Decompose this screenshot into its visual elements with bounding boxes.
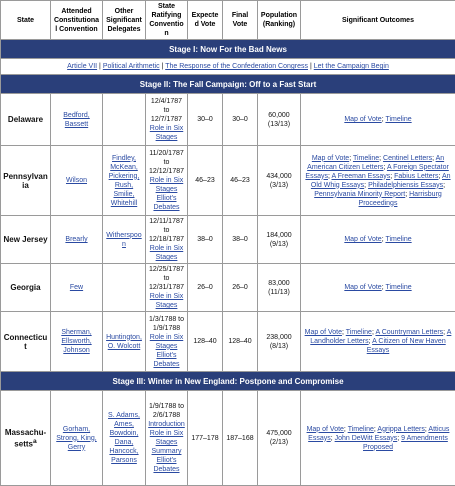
role-link[interactable]: Role in Six Stages — [148, 176, 185, 194]
final-vote: 128–40 — [223, 312, 258, 372]
population: 184,000 (9/13) — [258, 216, 301, 264]
final-vote: 26–0 — [223, 264, 258, 312]
other-delegates-link[interactable]: Findley, McKean, Pickering, Rush, Smilie, Whitehill — [109, 155, 140, 207]
attended-cell — [51, 312, 103, 372]
other-delegates-cell — [103, 216, 146, 264]
header-expected-vote: Expected Vote — [188, 1, 223, 40]
table-row — [1, 312, 455, 372]
convention-dates: 12/11/1787 to 12/18/1787 — [148, 217, 185, 244]
population: 83,000 (11/13) — [258, 264, 301, 312]
outcomes-cell — [301, 146, 455, 216]
stage-1-links-row — [1, 59, 455, 75]
stage-3-row — [1, 372, 455, 391]
ratifying-cell — [146, 391, 188, 486]
link-political-arithmetic[interactable]: Political Arithmetic — [103, 63, 160, 70]
outcome-link[interactable]: Timeline — [385, 284, 411, 291]
outcome-link[interactable]: Map of Vote — [344, 236, 381, 243]
outcome-link[interactable]: Harrisburg Proceedings — [359, 191, 442, 207]
ratifying-cell — [146, 264, 188, 312]
table-row — [1, 216, 455, 264]
separator: ; — [382, 284, 386, 291]
debates-link[interactable]: Elliot's Debates — [148, 456, 185, 474]
outcomes-cell — [301, 391, 455, 486]
separator: ; — [342, 329, 346, 336]
ratifying-cell — [146, 312, 188, 372]
separator: ; — [443, 329, 447, 336]
link-confederation-congress[interactable]: The Response of the Confederation Congress — [165, 63, 308, 70]
other-delegates-link[interactable]: Witherspoon — [106, 232, 141, 248]
link-campaign-begin[interactable]: Let the Campaign Begin — [314, 63, 389, 70]
outcome-link[interactable]: Map of Vote — [344, 284, 381, 291]
stage-1-title: Stage I: Now For the Bad News — [1, 40, 455, 59]
state-name: Delaware — [1, 94, 51, 146]
separator: ; — [374, 426, 378, 433]
attended-cell — [51, 391, 103, 486]
outcome-link[interactable]: An American Citizen Letters — [307, 155, 444, 171]
outcome-link[interactable]: An Old Whig Essays — [311, 173, 451, 189]
footnote-marker: a — [33, 438, 37, 445]
population: 238,000 (8/13) — [258, 312, 301, 372]
outcome-link[interactable]: Agrippa Letters — [377, 426, 424, 433]
attended-link[interactable]: Few — [70, 284, 83, 291]
separator: ; — [344, 426, 348, 433]
state-name: Pennsylvania — [1, 146, 51, 216]
ratifying-cell — [146, 216, 188, 264]
table-row — [1, 94, 455, 146]
population: 475,000 (2/13) — [258, 391, 301, 486]
separator: | — [310, 63, 314, 70]
attended-link[interactable]: Sherman, Ellsworth, Johnson — [61, 329, 91, 354]
link-article-vii[interactable]: Article VII — [67, 63, 97, 70]
role-link[interactable]: Role in Six Stages — [148, 292, 185, 310]
header-other-delegates: Other Significant Delegates — [103, 1, 146, 40]
outcome-link[interactable]: Centinel Letters — [383, 155, 432, 162]
separator: ; — [390, 173, 394, 180]
outcome-link[interactable]: A Citizen of New Haven Essays — [367, 338, 446, 354]
header-attended: Attended Constitutional Convention — [51, 1, 103, 40]
separator: ; — [382, 236, 386, 243]
separator: | — [162, 63, 166, 70]
outcomes-cell — [301, 264, 455, 312]
attended-cell — [51, 216, 103, 264]
outcome-link[interactable]: Map of Vote — [305, 329, 342, 336]
separator: ; — [443, 182, 445, 189]
stage-2-row — [1, 75, 455, 94]
debates-link[interactable]: Elliot's Debates — [148, 351, 185, 369]
stage-1-row — [1, 40, 455, 59]
other-delegates-cell — [103, 391, 146, 486]
outcome-link[interactable]: A Foreign Spectator Essays — [305, 164, 448, 180]
outcome-link[interactable]: Timeline — [385, 116, 411, 123]
separator: ; — [369, 338, 373, 345]
outcome-link[interactable]: Atticus Essays — [308, 426, 449, 442]
state-name-text: Massachu-setts — [5, 428, 46, 449]
table-row — [1, 264, 455, 312]
separator: ; — [328, 173, 332, 180]
role-link[interactable]: Role in Six Stages — [148, 244, 185, 262]
outcome-link[interactable]: Fabius Letters — [394, 173, 438, 180]
attended-link[interactable]: Brearly — [65, 236, 87, 243]
outcome-link[interactable]: Map of Vote — [307, 426, 344, 433]
expected-vote: 26–0 — [188, 264, 223, 312]
other-delegates-link[interactable]: Huntington, O. Wolcott — [106, 334, 142, 350]
stage-2-title: Stage II: The Fall Campaign: Off to a Fast Start — [1, 75, 455, 94]
debates-link[interactable]: Elliot's Debates — [148, 194, 185, 212]
expected-vote: 30–0 — [188, 94, 223, 146]
role-link[interactable]: Role in Six Stages — [148, 124, 185, 142]
separator: ; — [397, 435, 401, 442]
final-vote: 30–0 — [223, 94, 258, 146]
role-link[interactable]: Role in Six Stages — [148, 333, 185, 351]
state-name: Georgia — [1, 264, 51, 312]
separator: ; — [372, 329, 376, 336]
state-name: Connecticut — [1, 312, 51, 372]
separator: ; — [364, 182, 368, 189]
expected-vote: 177–178 — [188, 391, 223, 486]
ratifying-cell — [146, 94, 188, 146]
final-vote: 46–23 — [223, 146, 258, 216]
outcomes-cell — [301, 94, 455, 146]
outcome-link[interactable]: Philadelphiensis Essays — [368, 182, 443, 189]
population: 434,000 (3/13) — [258, 146, 301, 216]
attended-cell — [51, 94, 103, 146]
role-link[interactable]: Role in Six Stages — [148, 429, 185, 447]
header-row — [1, 1, 455, 40]
outcome-link[interactable]: 9 Amendments Proposed — [363, 435, 448, 451]
final-vote: 38–0 — [223, 216, 258, 264]
outcomes-cell — [301, 216, 455, 264]
attended-link[interactable]: Gorham, Strong, King, Gerry — [56, 426, 96, 451]
outcome-link[interactable]: John DeWitt Essays — [335, 435, 398, 442]
other-delegates-cell — [103, 146, 146, 216]
outcome-link[interactable]: A Landholder Letters — [310, 329, 451, 345]
separator: ; — [379, 155, 383, 162]
outcome-link[interactable]: Pennsylvania Minority Report — [314, 191, 405, 198]
summary-link[interactable]: Summary — [148, 447, 185, 456]
other-delegates-cell — [103, 264, 146, 312]
other-delegates-link[interactable]: S. Adams, Ames, Bowdoin, Dana, Hancock, Parsons — [108, 412, 140, 464]
separator: ; — [331, 435, 335, 442]
convention-dates: 1/9/1788 to 2/6/1788 — [148, 402, 185, 420]
header-ratifying-convention: State Ratifying Convention — [146, 1, 188, 40]
convention-dates: 1/3/1788 to 1/9/1788 — [148, 315, 185, 333]
header-outcomes: Significant Outcomes — [301, 1, 455, 40]
other-delegates-cell — [103, 312, 146, 372]
outcome-link[interactable]: Map of Vote — [344, 116, 381, 123]
outcome-link[interactable]: Map of Vote — [312, 155, 349, 162]
state-name: New Jersey — [1, 216, 51, 264]
stage-1-links — [1, 59, 455, 75]
expected-vote: 128–40 — [188, 312, 223, 372]
separator: ; — [349, 155, 353, 162]
separator: ; — [425, 426, 429, 433]
final-vote: 187–168 — [223, 391, 258, 486]
outcome-link[interactable]: Timeline — [385, 236, 411, 243]
population: 60,000 (13/13) — [258, 94, 301, 146]
attended-cell — [51, 264, 103, 312]
attended-link[interactable]: Wilson — [66, 177, 87, 184]
stage-3-title: Stage III: Winter in New England: Postpone and Compromise — [1, 372, 455, 391]
outcome-link[interactable]: A Countryman Letters — [375, 329, 443, 336]
attended-link[interactable]: Bedford, Bassett — [63, 112, 89, 128]
outcome-link[interactable]: Timeline — [348, 426, 374, 433]
header-population: Population (Ranking) — [258, 1, 301, 40]
outcome-link[interactable]: Timeline — [353, 155, 379, 162]
header-state: State — [1, 1, 51, 40]
state-name — [1, 391, 51, 486]
expected-vote: 46–23 — [188, 146, 223, 216]
table-row — [1, 146, 455, 216]
separator: ; — [439, 173, 443, 180]
header-final-vote: Final Vote — [223, 1, 258, 40]
convention-dates: 12/25/1787 to 12/31/1787 — [148, 265, 185, 292]
outcomes-cell — [301, 312, 455, 372]
introduction-link[interactable]: Introduction — [148, 420, 185, 429]
table-row — [1, 391, 455, 486]
separator: ; — [405, 191, 409, 198]
attended-cell — [51, 146, 103, 216]
expected-vote: 38–0 — [188, 216, 223, 264]
separator: ; — [432, 155, 436, 162]
separator: | — [99, 63, 103, 70]
separator: ; — [382, 116, 386, 123]
separator: ; — [383, 164, 387, 171]
convention-dates: 12/4/1787 to 12/7/1787 — [148, 97, 185, 124]
outcome-link[interactable]: A Freeman Essays — [332, 173, 391, 180]
ratifying-cell — [146, 146, 188, 216]
outcome-link[interactable]: Timeline — [346, 329, 372, 336]
other-delegates-cell — [103, 94, 146, 146]
convention-dates: 11/20/1787 to 12/12/1787 — [148, 149, 185, 176]
